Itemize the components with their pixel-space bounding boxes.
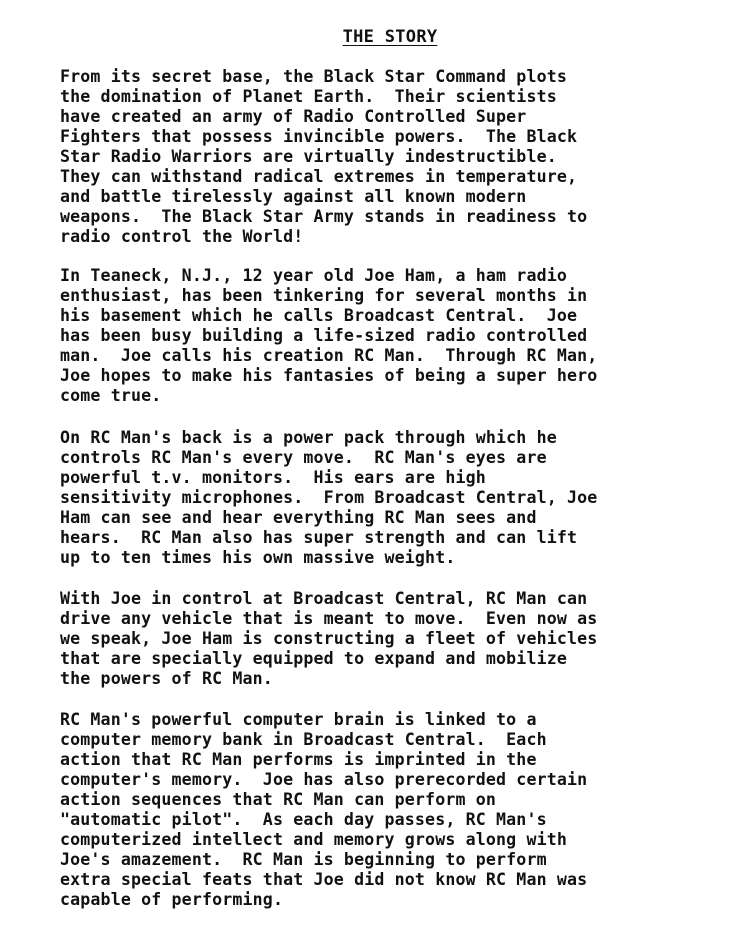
- text-line: the powers of RC Man.: [60, 669, 273, 688]
- text-line: drive any vehicle that is meant to move. Even now as: [60, 609, 598, 628]
- text-line: Ham can see and hear everything RC Man sees and: [60, 508, 537, 527]
- text-line: weapons. The Black Star Army stands in readiness to: [60, 207, 588, 226]
- page-title: THE STORY: [342, 27, 438, 47]
- text-line: hears. RC Man also has super strength and can lift: [60, 528, 578, 547]
- text-line: we speak, Joe Ham is constructing a fleet of vehicles: [60, 629, 598, 648]
- text-line: radio control the World!: [60, 227, 304, 246]
- story-paragraph-5: [60, 710, 750, 910]
- text-line: sensitivity microphones. From Broadcast Central, Joe: [60, 488, 598, 507]
- story-paragraph-2: [60, 266, 750, 406]
- story-paragraph-3: [60, 428, 750, 568]
- text-line: RC Man's powerful computer brain is linked to a: [60, 710, 537, 729]
- text-line: action that RC Man performs is imprinted in the: [60, 750, 537, 769]
- text-line: computer's memory. Joe has also prerecorded certain: [60, 770, 588, 789]
- text-line: computerized intellect and memory grows along with: [60, 830, 568, 849]
- text-line: computer memory bank in Broadcast Central. Each: [60, 730, 547, 749]
- text-line: On RC Man's back is a power pack through which he: [60, 428, 557, 447]
- text-line: man. Joe calls his creation RC Man. Through RC Man,: [60, 346, 598, 365]
- story-paragraph-4: [60, 589, 750, 689]
- story-paragraph-1: [60, 67, 750, 247]
- text-line: has been busy building a life-sized radio controlled: [60, 326, 588, 345]
- text-line: that are specially equipped to expand and mobilize: [60, 649, 568, 668]
- text-line: the domination of Planet Earth. Their scientists: [60, 87, 557, 106]
- text-line: powerful t.v. monitors. His ears are high: [60, 468, 486, 487]
- text-line: come true.: [60, 386, 162, 405]
- text-line: From its secret base, the Black Star Command plots: [60, 67, 568, 86]
- text-line: Joe's amazement. RC Man is beginning to perform: [60, 850, 547, 869]
- text-line: "automatic pilot". As each day passes, RC Man's: [60, 810, 547, 829]
- text-line: controls RC Man's every move. RC Man's eyes are: [60, 448, 547, 467]
- text-line: up to ten times his own massive weight.: [60, 548, 456, 567]
- text-line: his basement which he calls Broadcast Central. Joe: [60, 306, 578, 325]
- text-line: Fighters that possess invincible powers. The Black: [60, 127, 578, 146]
- text-line: They can withstand radical extremes in temperature,: [60, 167, 578, 186]
- text-line: and battle tirelessly against all known modern: [60, 187, 527, 206]
- text-line: In Teaneck, N.J., 12 year old Joe Ham, a ham radio: [60, 266, 568, 285]
- text-line: capable of performing.: [60, 890, 284, 909]
- text-line: Star Radio Warriors are virtually indestructible.: [60, 147, 557, 166]
- text-line: enthusiast, has been tinkering for several months in: [60, 286, 588, 305]
- text-line: Joe hopes to make his fantasies of being a super hero: [60, 366, 598, 385]
- text-line: With Joe in control at Broadcast Central, RC Man can: [60, 589, 588, 608]
- text-line: extra special feats that Joe did not know RC Man was: [60, 870, 588, 889]
- text-line: have created an army of Radio Controlled Super: [60, 107, 527, 126]
- text-line: action sequences that RC Man can perform on: [60, 790, 497, 809]
